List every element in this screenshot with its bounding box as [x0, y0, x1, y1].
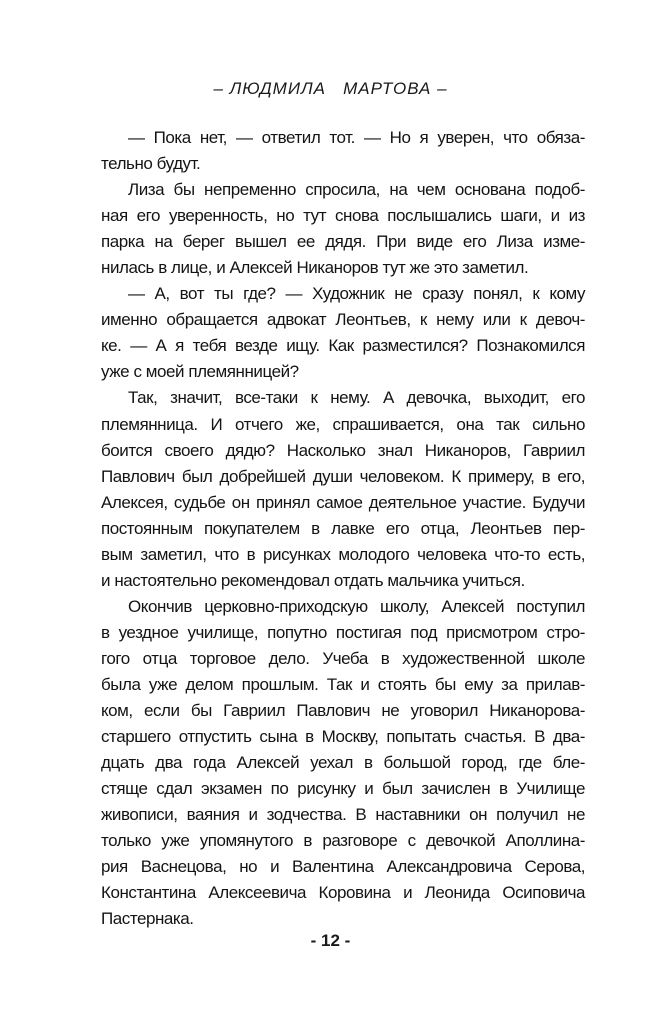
text-line: уже с моей племянницей?: [101, 362, 299, 382]
text-line: ная его уверенность, но тут снова послышались шаги, и из: [101, 206, 585, 226]
body-text: [101, 125, 585, 932]
text-line: вым заметил, что в рисунках молодого человека что-то есть,: [101, 544, 585, 564]
text-line: рия Васнецова, но и Валентина Александровича Серова,: [101, 857, 585, 877]
running-head: – ЛЮДМИЛА МАРТОВА –: [213, 79, 448, 98]
paragraph: [101, 125, 585, 177]
text-line: — Пока нет, — ответил тот. — Но я уверен, что обяза-: [128, 128, 585, 147]
paragraph: [101, 594, 585, 933]
text-line: стяще сдал экзамен по рисунку и был зачислен в Училище: [101, 779, 585, 799]
text-line: Пастернака.: [101, 909, 194, 929]
text-line: только уже упомянутого в разговоре с девочкой Аполлина-: [101, 831, 585, 851]
text-line: именно обращается адвокат Леонтьев, к нему или к девоч-: [101, 310, 585, 330]
page-number: - 12 -: [310, 931, 351, 950]
text-line: Так, значит, все-таки к нему. А девочка, выходит, его: [128, 388, 585, 408]
paragraph: [101, 385, 585, 593]
text-line: Павлович был добрейшей души человеком. К примеру, в его,: [101, 466, 585, 486]
text-line: Лиза бы непременно спросила, на чем основана подоб-: [128, 180, 585, 200]
text-line: старшего отпустить сына в Москву, попытать счастья. В два-: [101, 727, 585, 747]
text-line: гого отца торговое дело. Учеба в художественной школе: [101, 648, 585, 668]
text-line: была уже делом прошлым. Так и стоять бы ему за прилав-: [101, 674, 585, 694]
text-line: в уездное училище, попутно постигая под присмотром стро-: [101, 622, 585, 642]
text-line: ком, если бы Гавриил Павлович не уговорил Никанорова-: [101, 701, 585, 721]
text-line: Константина Алексеевича Коровина и Леонида Осиповича: [101, 883, 585, 903]
text-line: ке. — А я тебя везде ищу. Как разместился? Познакомился: [101, 336, 585, 356]
paragraph: [101, 177, 585, 281]
text-line: и настоятельно рекомендовал отдать мальчика учиться.: [101, 570, 525, 590]
text-line: живописи, ваяния и зодчества. В наставники он получил не: [101, 805, 585, 825]
text-line: нилась в лице, и Алексей Никаноров тут же это заметил.: [101, 258, 529, 278]
text-line: племянница. И отчего же, спрашивается, она так сильно: [101, 414, 585, 434]
text-line: боится своего дядю? Насколько знал Никаноров, Гавриил: [101, 440, 585, 460]
text-line: Алексея, судьбе он принял самое деятельное участие. Будучи: [101, 492, 585, 512]
paragraph: [101, 281, 585, 385]
text-line: Окончив церковно-приходскую школу, Алексей поступил: [128, 596, 585, 616]
text-line: — А, вот ты где? — Художник не сразу понял, к кому: [128, 284, 585, 304]
text-line: тельно будут.: [101, 154, 201, 174]
text-line: постоянным покупателем в лавке его отца, Леонтьев пер-: [101, 518, 585, 538]
text-line: парка на берег вышел ее дядя. При виде его Лиза изме-: [101, 232, 585, 252]
text-line: дцать два года Алексей уехал в большой город, где бле-: [101, 753, 585, 773]
